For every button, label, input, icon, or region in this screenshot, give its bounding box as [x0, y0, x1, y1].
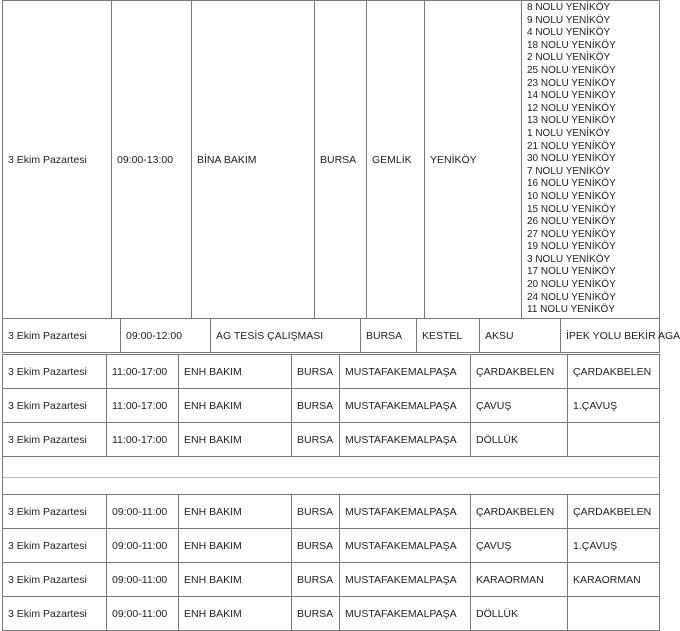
street-cell: ÇARDAKBELEN — [568, 355, 660, 389]
neighborhood-cell: YENİKÖY — [425, 1, 522, 319]
time-cell: 09:00-12:00 — [121, 319, 211, 353]
city-cell: BURSA — [315, 1, 367, 319]
city-cell: BURSA — [292, 597, 340, 631]
street-item: 10 NOLU YENİKÖY — [527, 190, 616, 202]
work-type-cell: ENH BAKIM — [179, 423, 292, 457]
work-type-cell: ENH BAKIM — [179, 355, 292, 389]
city-cell: BURSA — [292, 495, 340, 529]
work-type-cell: ENH BAKIM — [179, 529, 292, 563]
work-type-cell: ENH BAKIM — [179, 389, 292, 423]
outage-table-kestel — [2, 318, 680, 353]
work-type-cell: ENH BAKIM — [179, 495, 292, 529]
date-cell: 3 Ekim Pazartesi — [3, 1, 112, 319]
separator-line — [3, 477, 659, 478]
street-cell: 1.ÇAVUŞ — [568, 529, 660, 563]
time-cell: 09:00-11:00 — [107, 597, 179, 631]
blank-cell — [3, 457, 660, 495]
table-row — [3, 423, 660, 457]
city-cell: BURSA — [292, 563, 340, 597]
time-cell: 11:00-17:00 — [107, 423, 179, 457]
outage-table-mustafakemalpasa — [2, 354, 660, 631]
table-row — [3, 1, 660, 319]
blank-separator-row — [3, 457, 660, 495]
neighborhood-cell: ÇARDAKBELEN — [471, 495, 568, 529]
street-item: 18 NOLU YENİKÖY — [527, 39, 616, 51]
street-item: 26 NOLU YENİKÖY — [527, 216, 616, 228]
district-cell: MUSTAFAKEMALPAŞA — [340, 389, 471, 423]
city-cell: BURSA — [292, 529, 340, 563]
street-item: 21 NOLU YENİKÖY — [527, 140, 616, 152]
date-cell: 3 Ekim Pazartesi — [3, 389, 107, 423]
street-item: 3 NOLU YENİKÖY — [527, 253, 611, 265]
street-list-cell — [522, 1, 660, 319]
street-item: 24 NOLU YENİKÖY — [527, 291, 616, 303]
street-cell: 1.ÇAVUŞ — [568, 389, 660, 423]
city-cell: BURSA — [292, 423, 340, 457]
time-cell: 09:00-13:00 — [112, 1, 192, 319]
date-cell: 3 Ekim Pazartesi — [3, 597, 107, 631]
street-cell: İPEK YOLU BEKİR AGA — [561, 319, 660, 353]
table-row — [3, 319, 660, 353]
street-item: 27 NOLU YENİKÖY — [527, 228, 616, 240]
street-item: 19 NOLU YENİKÖY — [527, 241, 616, 253]
street-item: 2 NOLU YENİKÖY — [527, 52, 611, 64]
city-cell: BURSA — [292, 355, 340, 389]
date-cell: 3 Ekim Pazartesi — [3, 563, 107, 597]
table-row — [3, 495, 660, 529]
time-cell: 09:00-11:00 — [107, 563, 179, 597]
district-cell: MUSTAFAKEMALPAŞA — [340, 495, 471, 529]
street-item: 11 NOLU YENİKÖY — [527, 304, 615, 316]
district-cell: MUSTAFAKEMALPAŞA — [340, 563, 471, 597]
street-item: 20 NOLU YENİKÖY — [527, 279, 616, 291]
street-cell — [568, 423, 660, 457]
street-item: 13 NOLU YENİKÖY — [527, 115, 616, 127]
district-cell: MUSTAFAKEMALPAŞA — [340, 529, 471, 563]
city-cell: BURSA — [292, 389, 340, 423]
table-row — [3, 529, 660, 563]
street-cell: ÇARDAKBELEN — [568, 495, 660, 529]
time-cell: 11:00-17:00 — [107, 389, 179, 423]
work-type-cell: BİNA BAKIM — [192, 1, 315, 319]
street-cell: KARAORMAN — [568, 563, 660, 597]
date-cell: 3 Ekim Pazartesi — [3, 423, 107, 457]
date-cell: 3 Ekim Pazartesi — [3, 495, 107, 529]
district-cell: MUSTAFAKEMALPAŞA — [340, 423, 471, 457]
neighborhood-cell: ÇAVUŞ — [471, 529, 568, 563]
street-item: 25 NOLU YENİKÖY — [527, 64, 616, 76]
neighborhood-cell: AKSU — [480, 319, 561, 353]
time-cell: 09:00-11:00 — [107, 495, 179, 529]
table-row — [3, 355, 660, 389]
district-cell: MUSTAFAKEMALPAŞA — [340, 355, 471, 389]
street-item: 16 NOLU YENİKÖY — [527, 178, 616, 190]
district-cell: MUSTAFAKEMALPAŞA — [340, 597, 471, 631]
neighborhood-cell: DÖLLÜK — [471, 597, 568, 631]
table-row — [3, 389, 660, 423]
time-cell: 09:00-11:00 — [107, 529, 179, 563]
street-item: 12 NOLU YENİKÖY — [527, 102, 616, 114]
time-cell: 11:00-17:00 — [107, 355, 179, 389]
table-row — [3, 563, 660, 597]
date-cell: 3 Ekim Pazartesi — [3, 355, 107, 389]
neighborhood-cell: ÇARDAKBELEN — [471, 355, 568, 389]
work-type-cell: ENH BAKIM — [179, 597, 292, 631]
city-cell: BURSA — [361, 319, 417, 353]
outage-table-gemlik — [2, 0, 660, 319]
neighborhood-cell: ÇAVUŞ — [471, 389, 568, 423]
street-item: 15 NOLU YENİKÖY — [527, 203, 616, 215]
street-item: 17 NOLU YENİKÖY — [527, 266, 616, 278]
work-type-cell: AG TESİS ÇALIŞMASI — [211, 319, 361, 353]
street-item: 7 NOLU YENİKÖY — [527, 165, 611, 177]
district-cell: KESTEL — [417, 319, 480, 353]
street-item: 30 NOLU YENİKÖY — [527, 153, 616, 165]
neighborhood-cell: KARAORMAN — [471, 563, 568, 597]
street-item: 8 NOLU YENİKÖY — [527, 2, 611, 13]
street-cell — [568, 597, 660, 631]
street-item: 9 NOLU YENİKÖY — [527, 14, 611, 26]
work-type-cell: ENH BAKIM — [179, 563, 292, 597]
date-cell: 3 Ekim Pazartesi — [3, 319, 121, 353]
neighborhood-cell: DÖLLÜK — [471, 423, 568, 457]
street-item: 1 NOLU YENİKÖY — [527, 127, 611, 139]
street-item: 14 NOLU YENİKÖY — [527, 90, 616, 102]
date-cell: 3 Ekim Pazartesi — [3, 529, 107, 563]
table-row — [3, 597, 660, 631]
street-item: 4 NOLU YENİKÖY — [527, 27, 611, 39]
district-cell: GEMLİK — [367, 1, 425, 319]
street-item: 23 NOLU YENİKÖY — [527, 77, 616, 89]
